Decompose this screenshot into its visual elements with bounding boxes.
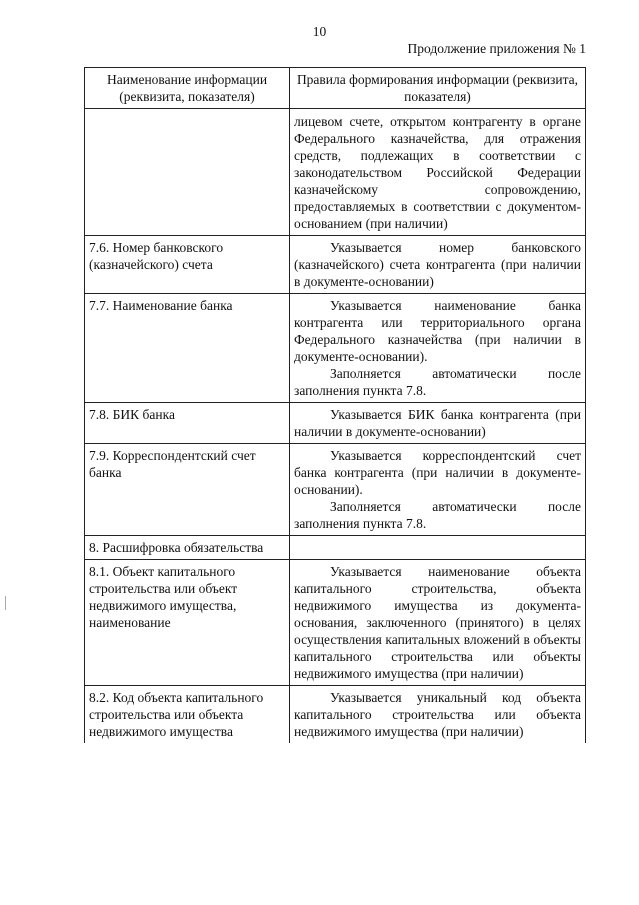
table-row — [85, 109, 586, 236]
table-row — [85, 403, 586, 444]
rules-paragraph: Указывается наименование банка контрагента или территориального органа Федерального казначейства (при наличии в документе-основании). — [294, 298, 581, 364]
row-rules-cell — [290, 444, 586, 536]
table-row — [85, 686, 586, 744]
row-rules-cell — [290, 236, 586, 294]
page-number: 10 — [312, 24, 327, 39]
rules-paragraph: Указывается номер банковского (казначейского) счета контрагента (при наличии в документе-основании) — [294, 240, 581, 289]
column-header-name: Наименование информации (реквизита, показателя) — [85, 68, 290, 109]
column-header-rules: Правила формирования информации (реквизита, показателя) — [290, 68, 586, 109]
continuation-caption: Продолжение приложения № 1 — [407, 41, 586, 56]
row-name-cell: 7.8. БИК банка — [85, 403, 290, 444]
row-rules-cell — [290, 686, 586, 744]
table-header-row — [85, 68, 586, 109]
rules-paragraph: Указывается корреспондентский счет банка контрагента (при наличии в документе-основании). — [294, 448, 581, 497]
row-rules-cell — [290, 560, 586, 686]
rules-paragraph: Указывается БИК банка контрагента (при наличии в документе-основании) — [294, 407, 581, 439]
row-rules-cell — [290, 403, 586, 444]
rules-paragraph: Заполняется автоматически после заполнения пункта 7.8. — [294, 499, 581, 531]
row-rules-cell — [290, 109, 586, 236]
table-row — [85, 294, 586, 403]
rules-paragraph: Указывается наименование объекта капитального строительства, объекта недвижимого имущества из документа-основания, заключенного (принятого) в целях осуществления капитальных вложений в объекты капитального строительства или объекты недвижимого имущества (при наличии) — [294, 564, 581, 681]
row-name-cell — [85, 109, 290, 236]
row-name-cell: 7.9. Корреспондентский счет банка — [85, 444, 290, 536]
rules-paragraph: лицевом счете, открытом контрагенту в органе Федерального казначейства, для отражения средств, подлежащих в соответствии с законодательством Российской Федерации казначейскому сопровождению, предоставляемых в соответствии с документом- основанием (при наличии) — [294, 114, 581, 231]
table-row — [85, 236, 586, 294]
row-name-cell: 8.1. Объект капитального строительства или объект недвижимого имущества, наименование — [85, 560, 290, 686]
scan-margin-mark — [5, 596, 6, 610]
table-row — [85, 560, 586, 686]
row-name-cell: 8. Расшифровка обязательства — [85, 536, 290, 560]
row-name-cell: 7.7. Наименование банка — [85, 294, 290, 403]
row-name-cell: 8.2. Код объекта капитального строительства или объекта недвижимого имущества — [85, 686, 290, 744]
rules-paragraph: Заполняется автоматически после заполнения пункта 7.8. — [294, 366, 581, 398]
table-row — [85, 444, 586, 536]
row-rules-cell — [290, 536, 586, 560]
information-table — [84, 67, 586, 743]
rules-paragraph: Указывается уникальный код объекта капитального строительства или объекта недвижимого имущества (при наличии) — [294, 690, 581, 739]
row-name-cell: 7.6. Номер банковского (казначейского) счета — [85, 236, 290, 294]
table-row — [85, 536, 586, 560]
row-rules-cell — [290, 294, 586, 403]
